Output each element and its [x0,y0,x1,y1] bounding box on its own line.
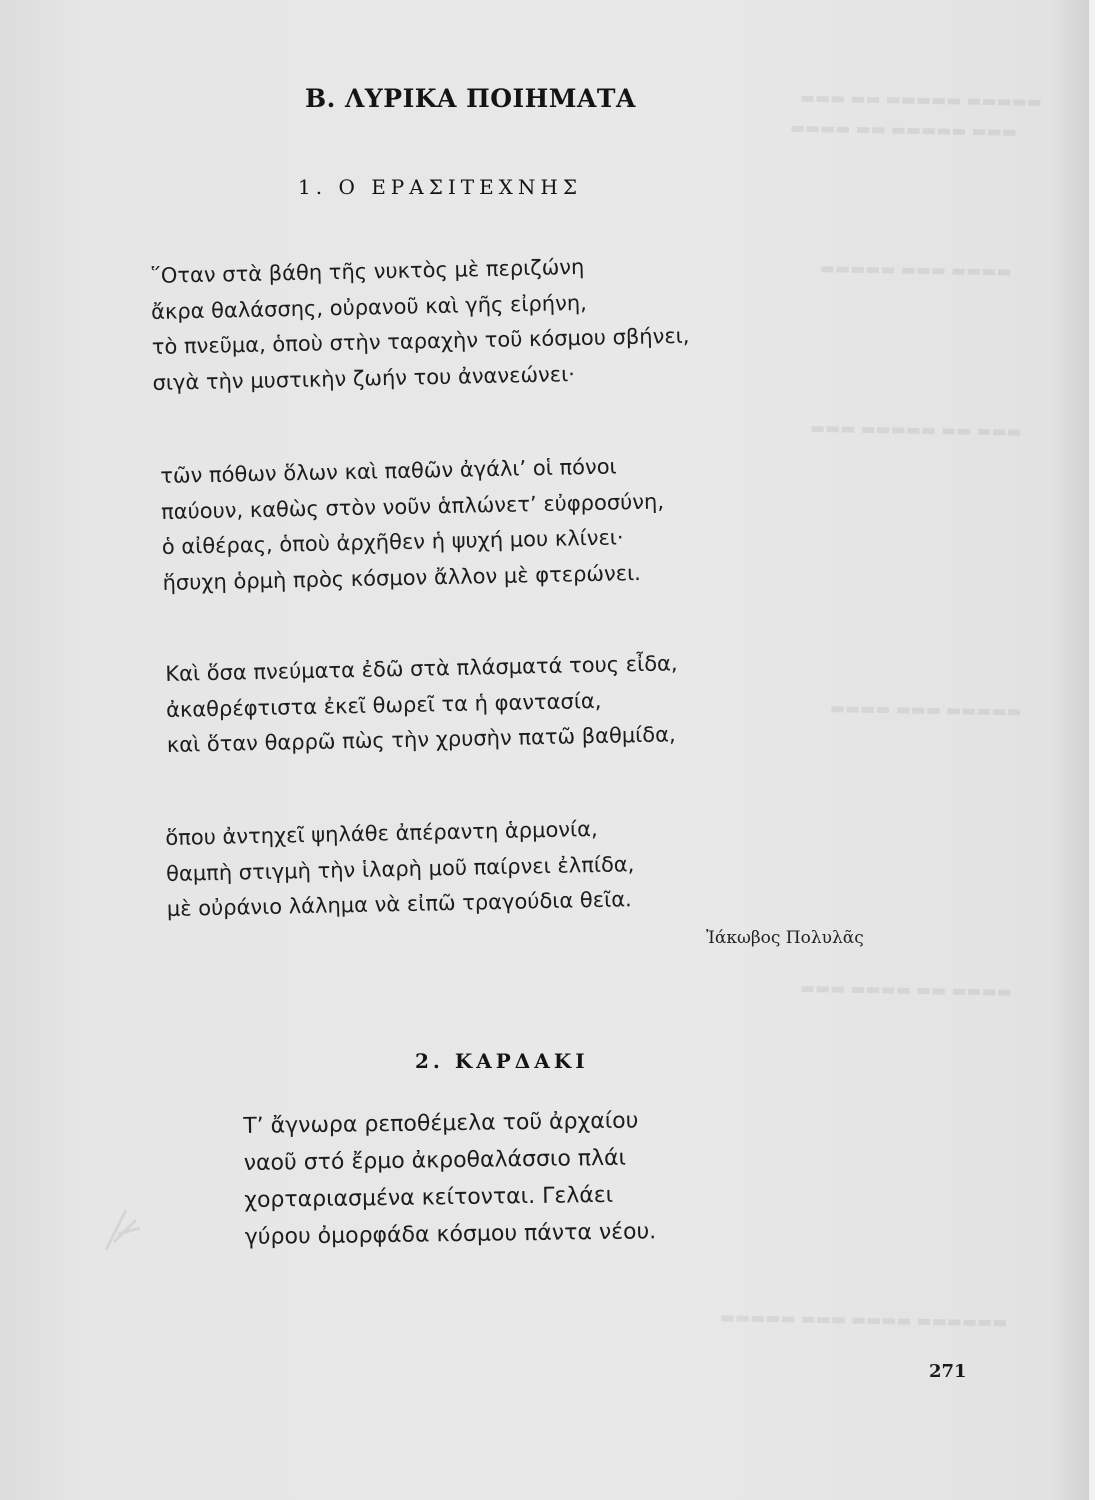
poem-stanza [243,1102,656,1256]
verse-line: καὶ ὅταν θαρρῶ πὼς τὴν χρυσὴν πατῶ βαθμίδα, [166,722,676,757]
show-through-text: ▬▬▬▬▬ ▬▬▬ ▬▬▬▬ [819,258,1012,281]
pencil-mark-icon [96,1200,156,1260]
verse-line: ἄκρα θαλάσσης, οὐρανοῦ καὶ γῆς εἰρήνη, [150,290,588,324]
verse-line: ὁ αἰθέρας, ὁποὺ ἀρχῆθεν ἡ ψυχή μου κλίνει· [161,525,624,559]
page-edge [1089,0,1095,1500]
verse-line: ἥσυχη ὁρμὴ πρὸς κόσμον ἄλλον μὲ φτερώνει. [162,560,642,595]
verse-line: ναοῦ στό ἔρμο ἀκροθαλάσσιο πλάι [243,1145,627,1176]
verse-line: παύουν, καθὼς στὸν νοῦν ἁπλώνετ’ εὐφροσύνη, [160,488,665,524]
page-number: 271 [929,1361,967,1382]
verse-line: ὅπου ἀντηχεῖ ψηλάθε ἀπέραντη ἁρμονία, [165,816,598,850]
verse-line: χορταριασμένα κείτονται. Γελάει [244,1182,614,1213]
verse-line: τὸ πνεῦμα, ὁποὺ στὴν ταραχὴν τοῦ κόσμου σβήνει, [151,323,690,359]
verse-line: Καὶ ὅσα πνεύματα ἐδῶ στὰ πλάσματά τους εἶδα, [165,651,678,686]
poem-title: 2. ΚΑΡΔΑΚΙ [415,1049,589,1073]
section-title: Β. ΛΥΡΙΚΑ ΠΟΙΗΜΑΤΑ [305,84,636,113]
verse-line: θαμπὴ στιγμὴ τὴν ἱλαρὴ μοῦ παίρνει ἐλπίδα, [165,851,635,886]
poem-title: 1. Ο ΕΡΑΣΙΤΕΧΝΗΣ [298,175,582,199]
poem-stanza [160,448,666,601]
verse-line: μὲ οὐράνιο λάλημα νὰ εἰπῶ τραγούδια θεῖα. [166,887,632,921]
verse-line: Τ’ ἄγνωρα ρεποθέμελα τοῦ ἀρχαίου [243,1108,639,1139]
show-through-text: ▬▬▬▬ ▬▬▬ ▬▬▬▬▬ [829,698,1022,721]
poem-stanza [150,248,691,401]
verse-line: σιγὰ τὴν μυστικὴν ζωήν του ἀνανεώνει· [152,361,576,395]
show-through-text: ▬▬▬▬ ▬▬ ▬▬▬▬▬ ▬▬▬ [789,118,1018,141]
show-through-text: ▬▬▬ ▬▬▬▬ ▬▬ ▬▬▬▬ [799,978,1012,1001]
show-through-text: ▬▬▬ ▬▬ ▬▬▬▬▬ ▬▬▬▬▬ [799,87,1043,112]
verse-line: ἀκαθρέφτιστα ἐκεῖ θωρεῖ τα ἡ φαντασία, [165,688,602,722]
show-through-text: ▬▬▬▬▬ ▬▬▬ ▬▬▬▬ ▬▬▬▬▬▬ [719,1307,1008,1332]
poem-stanza [165,646,679,763]
poem-stanza [165,811,635,927]
verse-line: ῞Οταν στὰ βάθη τῆς νυκτὸς μὲ περιζώνη [150,254,585,288]
poem-author: Ἰάκωβος Πολυλᾶς [706,928,864,948]
show-through-text: ▬▬▬ ▬▬▬▬▬ ▬▬ ▬▬▬ [809,418,1022,441]
verse-line: τῶν πόθων ὅλων καὶ παθῶν ἀγάλι’ οἱ πόνοι [160,454,617,488]
verse-line: γύρου ὀμορφάδα κόσμου πάντα νέου. [244,1219,657,1250]
